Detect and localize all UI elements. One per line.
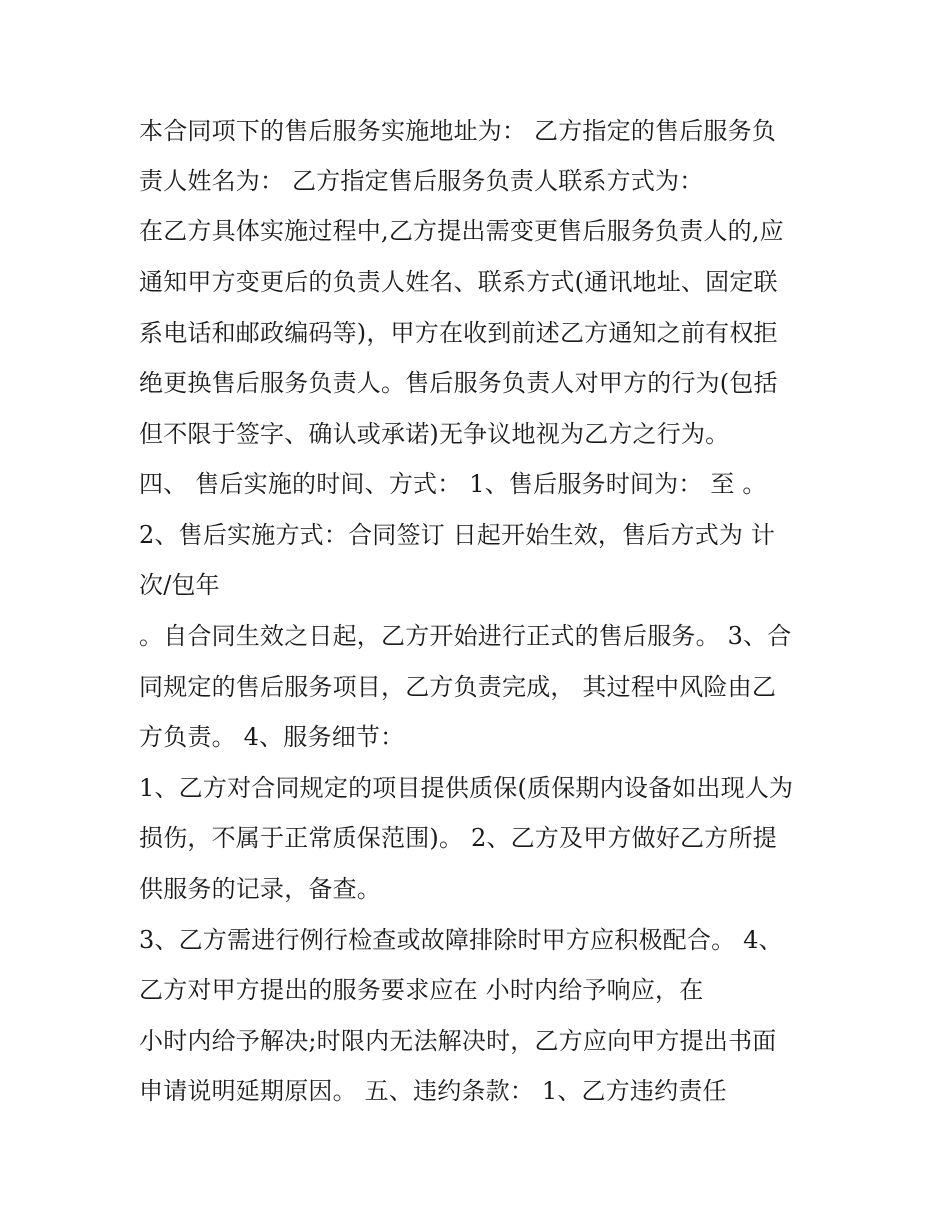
text-line: 2、售后实施方式：合同签订 日起开始生效，售后方式为 计: [139, 521, 776, 549]
text-line: 本合同项下的售后服务实施地址为： 乙方指定的售后服务负: [139, 117, 777, 145]
text-line: 1、乙方对合同规定的项目提供质保(质保期内设备如出现人为: [139, 774, 794, 802]
text-line: 系电话和邮政编码等)，甲方在收到前述乙方通知之前有权拒: [139, 319, 778, 347]
text-line: 次/包年: [139, 571, 220, 599]
text-line: 责人姓名为： 乙方指定售后服务负责人联系方式为：: [139, 167, 704, 195]
text-line: 损伤，不属于正常质保范围)。 2、乙方及甲方做好乙方所提: [139, 824, 777, 852]
text-line: 供服务的记录，备查。: [139, 875, 381, 903]
text-line: 同规定的售后服务项目，乙方负责完成， 其过程中风险由乙: [139, 673, 777, 701]
text-line: 通知甲方变更后的负责人姓名、联系方式(通讯地址、固定联: [139, 268, 778, 296]
text-line: 在乙方具体实施过程中,乙方提出需变更售后服务负责人的,应: [139, 217, 784, 245]
text-line: 四、 售后实施的时间、方式： 1、售后服务时间为： 至 。: [139, 470, 767, 498]
text-line: 3、乙方需进行例行检查或故障排除时甲方应积极配合。 4、: [139, 926, 783, 954]
text-line: 。自合同生效之日起，乙方开始进行正式的售后服务。 3、合: [139, 622, 792, 650]
text-line: 申请说明延期原因。 五、违约条款： 1、乙方违约责任: [139, 1077, 727, 1105]
text-line: 但不限于签字、确认或承诺)无争议地视为乙方之行为。: [139, 420, 730, 448]
text-line: 乙方对甲方提出的服务要求应在 小时内给予响应，在: [139, 976, 704, 1004]
text-line: 小时内给予解决;时限内无法解决时，乙方应向甲方提出书面: [139, 1027, 777, 1055]
text-line: 方负责。 4、服务细节：: [139, 723, 405, 751]
text-line: 绝更换售后服务负责人。售后服务负责人对甲方的行为(包括: [139, 369, 778, 397]
